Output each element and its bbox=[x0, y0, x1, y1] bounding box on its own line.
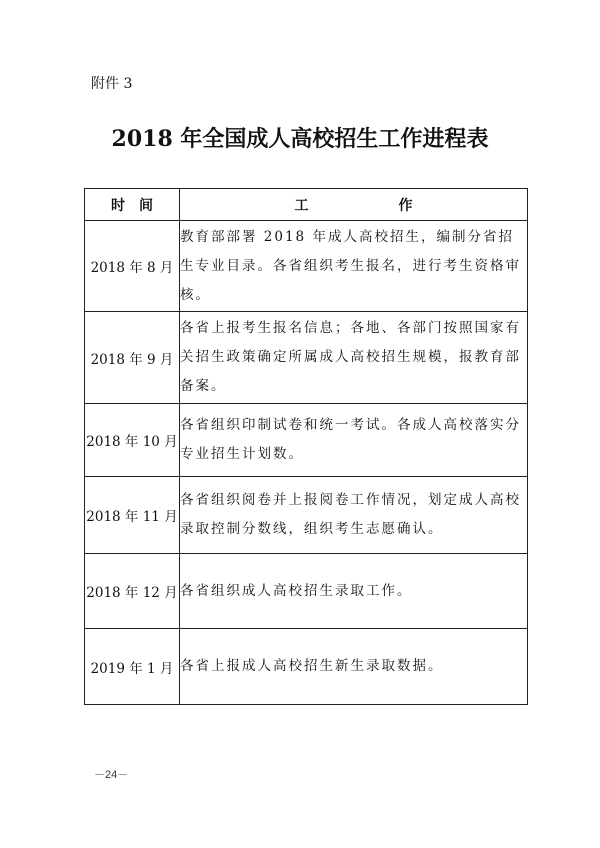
header-time: 时间 bbox=[85, 189, 180, 221]
schedule-table bbox=[84, 188, 528, 705]
table-row bbox=[85, 629, 528, 705]
row-time: 2018 年 8 月 bbox=[85, 221, 180, 312]
table-row bbox=[85, 404, 528, 477]
row-work: 各省组织印制试卷和统一考试。各成人高校落实分专业招生计划数。 bbox=[180, 404, 528, 477]
header-work-right: 作 bbox=[398, 197, 413, 214]
attachment-label: 附件 3 bbox=[91, 76, 133, 92]
header-work-left: 工 bbox=[294, 197, 309, 214]
row-time: 2018 年 9 月 bbox=[85, 312, 180, 404]
row-work: 各省上报成人高校招生新生录取数据。 bbox=[180, 629, 528, 705]
page-number: －24－ bbox=[94, 769, 129, 781]
table-row bbox=[85, 554, 528, 629]
row-time: 2018 年 12 月 bbox=[85, 554, 180, 629]
row-work: 各省组织成人高校招生录取工作。 bbox=[180, 554, 528, 629]
table-row bbox=[85, 477, 528, 554]
row-time: 2018 年 10 月 bbox=[85, 404, 180, 477]
table-header-row bbox=[85, 189, 528, 221]
header-work bbox=[180, 189, 528, 221]
row-time: 2018 年 11 月 bbox=[85, 477, 180, 554]
row-work: 教育部部署 2018 年成人高校招生，编制分省招生专业目录。各省组织考生报名，进行考生资格审核。 bbox=[180, 221, 528, 312]
table-row bbox=[85, 221, 528, 312]
table-row bbox=[85, 312, 528, 404]
document-title: 2018 年全国成人高校招生工作进程表 bbox=[111, 126, 489, 152]
row-time: 2019 年 1 月 bbox=[85, 629, 180, 705]
row-work: 各省组织阅卷并上报阅卷工作情况，划定成人高校录取控制分数线，组织考生志愿确认。 bbox=[180, 477, 528, 554]
row-work: 各省上报考生报名信息；各地、各部门按照国家有关招生政策确定所属成人高校招生规模，报教育部备案。 bbox=[180, 312, 528, 404]
